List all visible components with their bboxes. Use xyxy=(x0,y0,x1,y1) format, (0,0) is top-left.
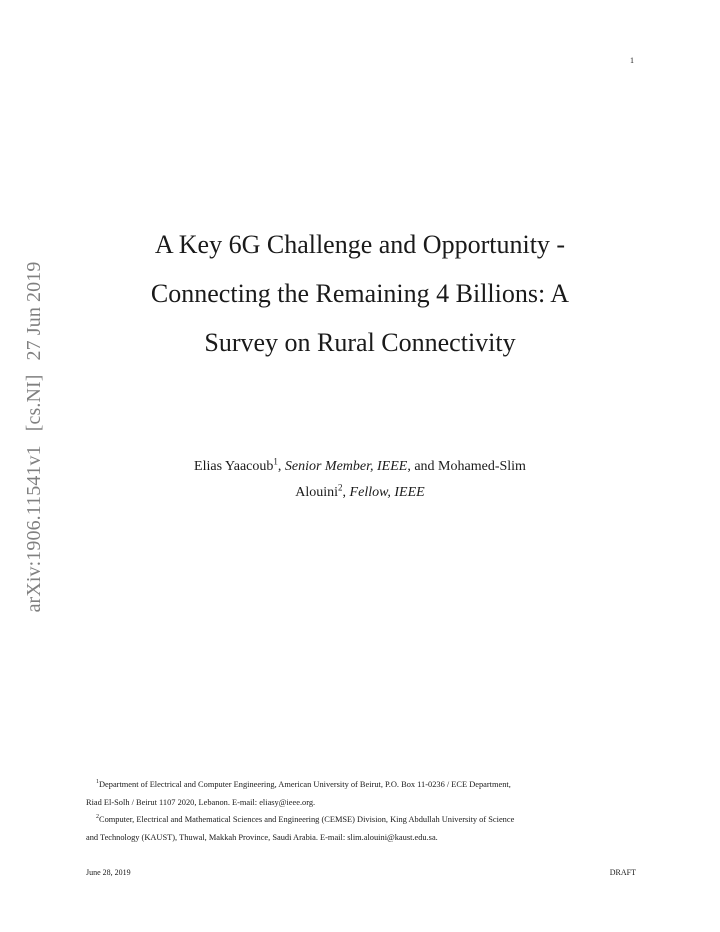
arxiv-date: 27 Jun 2019 xyxy=(23,261,45,361)
author-block xyxy=(100,454,620,506)
footnote-1-text: Department of Electrical and Computer Engineering, American University of Beirut, P.O. Box 11-0236 / ECE Department, xyxy=(99,780,511,789)
footnote-1-line-1 xyxy=(86,776,638,794)
arxiv-category: [cs.NI] xyxy=(23,374,45,432)
author-1-name: Elias Yaacoub xyxy=(194,459,274,474)
title-line-3: Survey on Rural Connectivity xyxy=(204,328,516,357)
footnote-2-text: Computer, Electrical and Mathematical Sciences and Engineering (CEMSE) Division, King Abdullah University of Science xyxy=(99,815,515,824)
title-line-2: Connecting the Remaining 4 Billions: A xyxy=(150,279,570,308)
footer-date: June 28, 2019 xyxy=(86,868,131,877)
author-conjunction: , and Mohamed-Slim xyxy=(407,459,526,474)
author-line-1: Elias Yaacoub$^1$, Senior Member, IEEE, and Mohamed-Slim xyxy=(194,456,526,474)
author-2-role: Fellow, IEEE xyxy=(349,485,425,500)
page-number: 1 xyxy=(630,56,634,65)
footnote-2-mark: 2 xyxy=(96,814,99,821)
footnote-1-line-2: Riad El-Solh / Beirut 1107 2020, Lebanon. E-mail: eliasy@ieee.org. xyxy=(86,797,316,807)
author-2-name: Alouini xyxy=(295,485,339,500)
author-line-2: Alouini$^2$, Fellow, IEEE xyxy=(295,482,425,500)
author-2-affiliation-mark: 2 xyxy=(338,482,343,493)
page-footer xyxy=(86,868,636,877)
footnote-2-line-1 xyxy=(86,811,638,829)
author-1-affiliation-mark: 1 xyxy=(273,456,278,467)
footnote-2-line-2: and Technology (KAUST), Thuwal, Makkah Province, Saudi Arabia. E-mail: slim.alouini@kaust.edu.sa. xyxy=(86,832,438,842)
footnote-1-mark: 1 xyxy=(96,779,99,786)
affiliation-footnotes xyxy=(86,776,638,846)
arxiv-identifier-stamp xyxy=(22,227,46,647)
footer-draft-label: DRAFT xyxy=(609,868,636,877)
author-1-role: Senior Member, IEEE xyxy=(284,459,408,474)
title-line-1: A Key 6G Challenge and Opportunity - xyxy=(154,230,566,259)
paper-title xyxy=(100,220,620,367)
arxiv-id: arXiv:1906.11541v1 xyxy=(23,445,45,613)
